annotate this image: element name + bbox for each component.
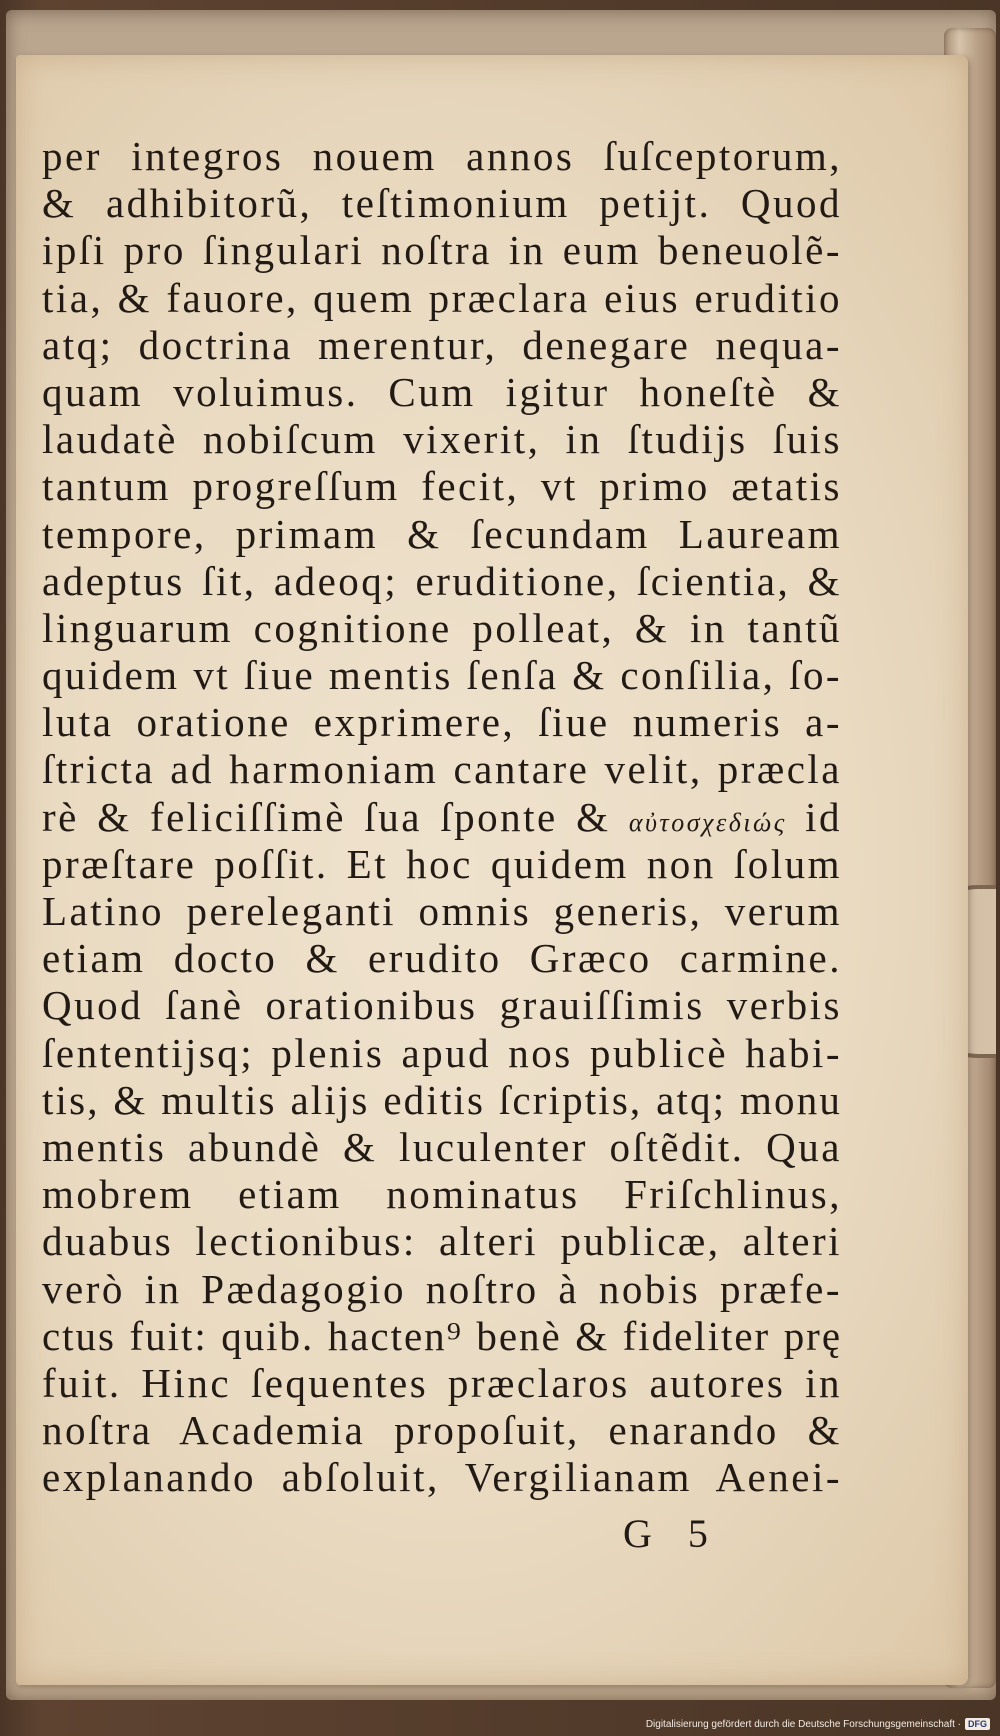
- text-line: Latino pereleganti omnis generis, verum: [42, 888, 842, 934]
- text-line-part: id: [786, 793, 842, 840]
- text-line: tempore, primam & ſecundam Lauream: [42, 510, 842, 557]
- text-line: noſtra Academia propoſuit, enarando &: [42, 1407, 842, 1454]
- footer-text: Digitalisierung gefördert durch die Deutsche Forschungsgemeinschaft ·: [645, 1718, 961, 1730]
- text-line: adeptus ſit, adeoq; eruditione, ſcientia, &: [42, 557, 842, 604]
- text-line: per integros nouem annos ſuſceptorum,: [42, 133, 842, 179]
- text-line: [42, 794, 842, 841]
- text-line: ſtricta ad harmoniam cantare velit, præcla: [42, 746, 842, 793]
- text-line: ſententijsq; plenis apud nos publicè habi-: [42, 1029, 842, 1076]
- text-line: ctus fuit: quib. hacten⁹ benè & fideliter prę: [42, 1312, 842, 1359]
- text-line: quidem vt ſiue mentis ſenſa & conſilia, ſo-: [42, 652, 842, 699]
- text-line: quam voluimus. Cum igitur honeſtè &: [42, 368, 842, 415]
- text-line: tis, & multis alijs editis ſcriptis, atq; monu: [42, 1076, 842, 1123]
- text-line: atq; doctrina merentur, denegare nequa-: [42, 321, 842, 368]
- signature-number: 5: [687, 1511, 708, 1556]
- footer-credit: [646, 1718, 990, 1730]
- text-line: tantum progreſſum fecit, vt primo ætatis: [42, 463, 842, 510]
- page-text: [42, 133, 842, 1501]
- text-line: laudatè nobiſcum vixerit, in ſtudijs ſuis: [42, 416, 842, 463]
- text-line: luta oratione exprimere, ſiue numeris a-: [42, 699, 842, 746]
- signature-mark: [623, 1510, 708, 1557]
- text-line: ipſi pro ſingulari noſtra in eum beneuolẽ-: [42, 227, 842, 274]
- text-line: mobrem etiam nominatus Friſchlinus,: [42, 1171, 842, 1218]
- dfg-logo: DFG: [965, 1718, 990, 1730]
- text-line-part: rè & feliciſſimè ſua ſponte &: [42, 793, 629, 840]
- text-line: explanando abſoluit, Vergilianam Aenei-: [42, 1454, 842, 1501]
- text-line: præſtare poſſit. Et hoc quidem non ſolum: [42, 840, 842, 887]
- text-line: & adhibitorũ, teſtimonium petijt. Quod: [42, 180, 842, 227]
- text-line: tia, & fauore, quem præclara eius eruditio: [42, 274, 842, 321]
- book-page: [16, 55, 968, 1685]
- text-line: duabus lectionibus: alteri publicæ, alteri: [42, 1218, 842, 1265]
- greek-word: αὐτοσχεδιώς: [628, 807, 787, 837]
- text-line: verò in Pædagogio noſtro à nobis præfe-: [42, 1265, 842, 1312]
- text-line: etiam docto & erudito Græco carmine.: [42, 935, 842, 982]
- text-line: fuit. Hinc ſequentes præclaros autores in: [42, 1359, 842, 1406]
- text-line: mentis abundè & luculenter oſtẽdit. Qua: [42, 1123, 842, 1170]
- text-line: Quod ſanè orationibus grauiſſimis verbis: [42, 982, 842, 1029]
- signature-letter: G: [623, 1511, 652, 1556]
- text-line: linguarum cognitione polleat, & in tantũ: [42, 604, 842, 651]
